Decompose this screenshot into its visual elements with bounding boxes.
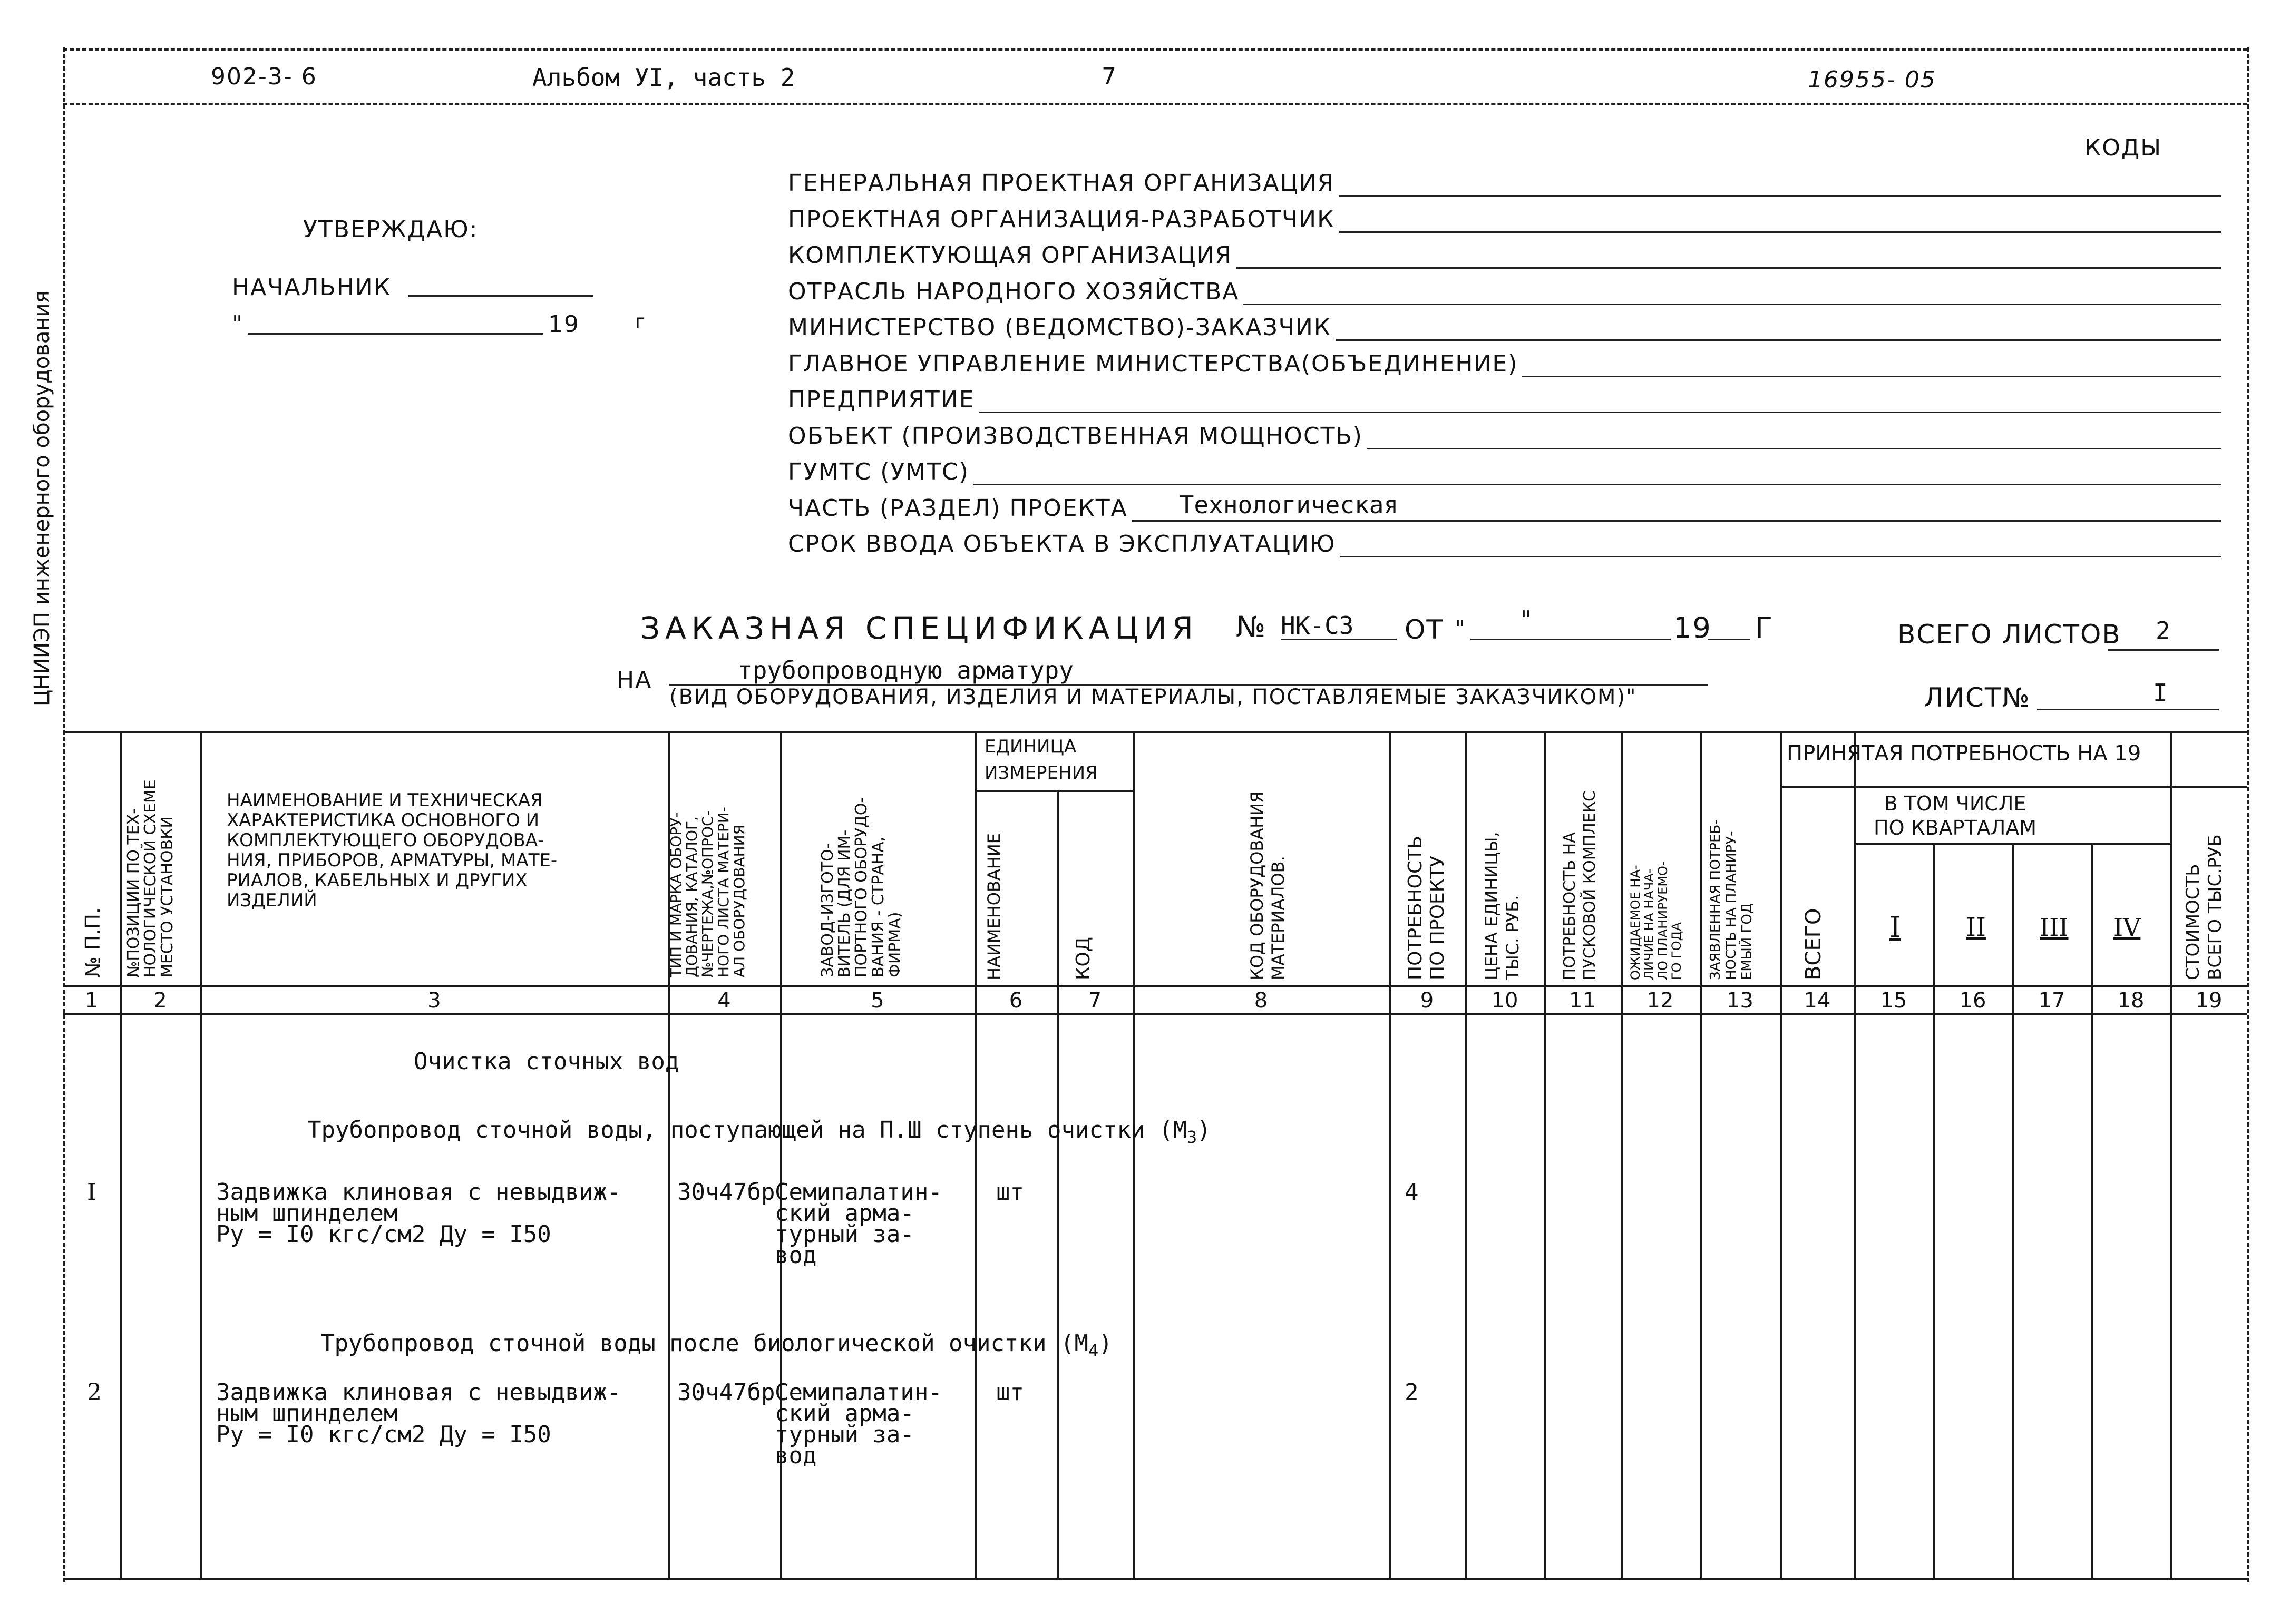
- pipe2-sub: 4: [1088, 1340, 1099, 1361]
- spec-from-quote2: ": [1521, 606, 1533, 633]
- header-q4: IV: [2113, 913, 2141, 942]
- org-field-label: ГЕНЕРАЛЬНАЯ ПРОЕКТНАЯ ОРГАНИЗАЦИЯ: [788, 170, 1335, 197]
- header-accepted: ПРИНЯТАЯ ПОТРЕБНОСТЬ НА 19: [1787, 741, 2141, 766]
- org-field-line: [1336, 339, 2221, 341]
- accepted-group-line: [1780, 786, 2247, 788]
- column-number: 3: [427, 989, 441, 1013]
- column-number: 16: [1959, 989, 1986, 1013]
- header-c9: ПОТРЕБНОСТЬ ПО ПРОЕКТУ: [1405, 836, 1448, 980]
- row2-number: 2: [87, 1379, 102, 1406]
- page-number: 7: [1102, 63, 1117, 90]
- sheets-total: 2: [2156, 617, 2170, 645]
- header-c8: КОД ОБОРУДОВАНИЯ МАТЕРИАЛОВ.: [1247, 791, 1288, 980]
- table-bottom-line: [63, 1578, 2247, 1580]
- spec-no: НК-СЗ: [1281, 611, 1354, 640]
- column-number: 1: [85, 989, 99, 1013]
- org-field-line: [1339, 231, 2221, 233]
- spec-no-line: [1281, 639, 1397, 640]
- approve-year: 19: [548, 311, 580, 338]
- org-field-line: [1367, 448, 2221, 449]
- org-field-line: [979, 412, 2222, 413]
- org-field-line: [973, 484, 2221, 485]
- unit-group-line: [975, 790, 1133, 792]
- column-number: 11: [1569, 989, 1596, 1013]
- header-c2: №ПОЗИЦИИ ПО ТЕХ- НОЛОГИЧЕСКОЙ СХЕМЕ МЕСТО УСТАНОВКИ: [124, 779, 177, 977]
- header-c3: НАИМЕНОВАНИЕ И ТЕХНИЧЕСКАЯ ХАРАКТЕРИСТИКА ОСНОВНОГО И КОМПЛЕКТУЮЩЕГО ОБОРУДОВА- НИЯ, ПРИБОРОВ, АРМАТУРЫ, МАТЕ- РИАЛОВ, КАБЕЛЬНЫХ И ДРУГИХ ИЗДЕЛИЙ: [227, 790, 558, 911]
- table-column-line: [1544, 731, 1546, 1579]
- org-field-line: [1236, 267, 2221, 269]
- column-number: 6: [1009, 989, 1023, 1013]
- table-column-line: [1621, 731, 1623, 1579]
- org-field-label: ПРОЕКТНАЯ ОРГАНИЗАЦИЯ-РАЗРАБОТЧИК: [788, 206, 1335, 233]
- spec-g: Г: [1755, 611, 1773, 644]
- header-c5: ЗАВОД-ИЗГОТО- ВИТЕЛЬ (ДЛЯ ИМ- ПОРТНОГО ОБОРУДО- ВАНИЯ - СТРАНА, ФИРМА): [818, 797, 904, 977]
- header-q2: II: [1966, 913, 1986, 942]
- column-number: 15: [1880, 989, 1907, 1013]
- header-c7: КОД: [1073, 936, 1094, 980]
- column-number: 8: [1254, 989, 1268, 1013]
- album-label: Альбом УI, часть 2: [532, 63, 795, 92]
- document-number: 16955- 05: [1808, 66, 1936, 93]
- row1-name: Задвижка клиновая с невыдвиж- ным шпинделем Ру = I0 кгс/см2 Ду = I50: [216, 1179, 621, 1248]
- org-field-label: ЧАСТЬ (РАЗДЕЛ) ПРОЕКТА: [788, 494, 1128, 522]
- spec-date-line: [1470, 639, 1671, 640]
- codes-label: КОДЫ: [2084, 134, 2162, 161]
- table-column-line: [1780, 731, 1782, 1579]
- row2-unit: шт: [996, 1379, 1024, 1406]
- table-column-line: [1057, 790, 1059, 1579]
- spec-year: 19: [1673, 611, 1712, 644]
- column-number: 10: [1491, 989, 1518, 1013]
- spec-no-label: №: [1236, 610, 1267, 643]
- column-number: 17: [2038, 989, 2065, 1013]
- approve-quote: ": [232, 311, 244, 338]
- table-column-line: [1854, 731, 1856, 1579]
- org-field-label: МИНИСТЕРСТВО (ВЕДОМСТВО)-ЗАКАЗЧИК: [788, 314, 1331, 341]
- org-field-label: ПРЕДПРИЯТИЕ: [788, 386, 975, 413]
- pipe1-title: [279, 1099, 1211, 1148]
- table-column-line: [2170, 731, 2172, 1579]
- sheets-total-line: [2108, 649, 2219, 651]
- column-number: 18: [2117, 989, 2145, 1013]
- column-number: 19: [2195, 989, 2223, 1013]
- approve-chief-line: [408, 295, 593, 297]
- pipe2-text: Трубопровод сточной воды после биологической очистки (М: [320, 1330, 1088, 1357]
- table-column-line: [975, 731, 977, 1579]
- approve-date-line: [248, 333, 543, 335]
- header-c14: ВСЕГО: [1801, 908, 1826, 980]
- spec-from-quote1: ": [1455, 615, 1467, 642]
- column-number: 5: [871, 989, 884, 1013]
- row2-maker: Семипалатин- ский арма- турный за- вод: [775, 1379, 942, 1469]
- column-number: 13: [1727, 989, 1753, 1013]
- row1-type: 30ч47бр: [677, 1179, 775, 1206]
- row1-unit: шт: [996, 1179, 1024, 1206]
- row2-type: 30ч47бр: [677, 1379, 775, 1406]
- project-code: 902-3- 6: [211, 63, 317, 90]
- column-number: 14: [1804, 989, 1831, 1013]
- spec-from: ОТ: [1405, 614, 1444, 645]
- table-numbers-bottom: [63, 1013, 2247, 1015]
- header-quarters-group: В ТОМ ЧИСЛЕ ПО КВАРТАЛАМ: [1874, 792, 2037, 839]
- header-c6: НАИМЕНОВАНИЕ: [984, 833, 1004, 980]
- side-stamp: ЦНИИЭП инженерного оборудования: [30, 290, 54, 706]
- pipe2-close: ): [1098, 1330, 1113, 1357]
- pipe1-sub: 3: [1186, 1127, 1197, 1147]
- approve-g: г: [635, 311, 646, 332]
- column-number: 7: [1088, 989, 1102, 1013]
- spec-subject: трубопроводную арматуру: [738, 656, 1074, 684]
- table-column-line: [2091, 843, 2093, 1579]
- org-field-label: ГЛАВНОЕ УПРАВЛЕНИЕ МИНИСТЕРСТВА(ОБЪЕДИНЕНИЕ): [788, 350, 1518, 377]
- header-c4: ТИП И МАРКА ОБОРУ- ДОВАНИЯ, КАТАЛОГ, №ЧЕРТЕЖА,№ОПРОС- НОГО ЛИСТА МАТЕРИ- АЛ ОБОРУДОВАНИЯ: [667, 807, 748, 977]
- org-field-line: [1340, 556, 2221, 557]
- header-c13: ЗАЯВЛЕННАЯ ПОТРЕБ- НОСТЬ НА ПЛАНИРУ- ЕМЫЙ ГОД: [1708, 819, 1755, 980]
- spec-subject-hint: (ВИД ОБОРУДОВАНИЯ, ИЗДЕЛИЯ И МАТЕРИАЛЫ, ПОСТАВЛЯЕМЫЕ ЗАКАЗЧИКОМ)": [669, 685, 1637, 709]
- header-c19: СТОИМОСТЬ ВСЕГО ТЫС.РУБ: [2182, 834, 2226, 980]
- column-number: 2: [153, 989, 167, 1013]
- table-column-line: [2012, 843, 2014, 1579]
- pipe1-text: Трубопровод сточной воды, поступающей на П.Ш ступень очистки (М: [307, 1117, 1187, 1143]
- header-q1: I: [1889, 911, 1901, 944]
- header-c10: ЦЕНА ЕДИНИЦЫ, ТЫС. РУБ.: [1482, 831, 1523, 980]
- column-number: 9: [1420, 989, 1434, 1013]
- org-field-label: КОМПЛЕКТУЮЩАЯ ОРГАНИЗАЦИЯ: [788, 242, 1233, 269]
- sheet-number: I: [2153, 679, 2168, 707]
- header-unit-group: ЕДИНИЦА ИЗМЕРЕНИЯ: [985, 736, 1098, 784]
- sheet-line: [2037, 709, 2219, 710]
- header-c11: ПОТРЕБНОСТЬ НА ПУСКОВОЙ КОМПЛЕКС: [1561, 790, 1599, 980]
- table-column-line: [1389, 731, 1391, 1579]
- header-q3: III: [2040, 913, 2069, 942]
- approve-title: УТВЕРЖДАЮ:: [303, 216, 479, 243]
- top-frame-line: [63, 48, 2247, 51]
- row2-name: Задвижка клиновая с невыдвиж- ным шпинделем Ру = I0 кгс/см2 Ду = I50: [216, 1379, 621, 1448]
- org-field-value: Технологическая: [1179, 490, 1399, 519]
- org-field-line: [1243, 304, 2221, 305]
- table-column-line: [1465, 731, 1467, 1579]
- org-field-line: [1522, 376, 2221, 377]
- table-column-line: [120, 731, 122, 1579]
- spec-year-line: [1708, 639, 1750, 640]
- row1-number: I: [87, 1179, 96, 1206]
- pipe2-title: [293, 1312, 1113, 1361]
- table-column-line: [1700, 731, 1702, 1579]
- column-number: 12: [1646, 989, 1674, 1013]
- table-numbers-top: [63, 985, 2247, 987]
- org-field-line: [1132, 520, 2221, 522]
- top-bar-line: [63, 103, 2247, 105]
- table-column-line: [1133, 731, 1135, 1579]
- org-field-label: ОТРАСЛЬ НАРОДНОГО ХОЗЯЙСТВА: [788, 278, 1240, 305]
- row1-maker: Семипалатин- ский арма- турный за- вод: [775, 1179, 942, 1269]
- column-number: 4: [717, 989, 731, 1013]
- header-c1: № П.П.: [81, 907, 104, 977]
- row1-qty: 4: [1405, 1179, 1419, 1206]
- header-c12: ОЖИДАЕМОЕ НА- ЛИЧИЕ НА НАЧА- ЛО ПЛАНИРУЕМО- ГО ГОДА: [1628, 861, 1684, 980]
- org-field-label: ОБЪЕКТ (ПРОИЗВОДСТВЕННАЯ МОЩНОСТЬ): [788, 422, 1363, 449]
- table-column-line: [1933, 843, 1935, 1579]
- org-field-line: [1339, 195, 2221, 197]
- section-title: Очистка сточных вод: [414, 1048, 679, 1075]
- approve-chief: НАЧАЛЬНИК: [232, 274, 391, 301]
- sheet-label: ЛИСТ№: [1924, 682, 2031, 713]
- row2-qty: 2: [1405, 1379, 1419, 1406]
- spec-title: ЗАКАЗНАЯ СПЕЦИФИКАЦИЯ: [640, 610, 1198, 646]
- sheets-total-label: ВСЕГО ЛИСТОВ: [1897, 619, 2121, 650]
- table-column-line: [200, 731, 202, 1579]
- spec-na: НА: [617, 667, 652, 693]
- org-field-label: ГУМТС (УМТС): [788, 458, 969, 485]
- table-top-line: [63, 731, 2247, 733]
- org-field-label: СРОК ВВОДА ОБЪЕКТА В ЭКСПЛУАТАЦИЮ: [788, 531, 1336, 557]
- pipe1-close: ): [1197, 1117, 1211, 1143]
